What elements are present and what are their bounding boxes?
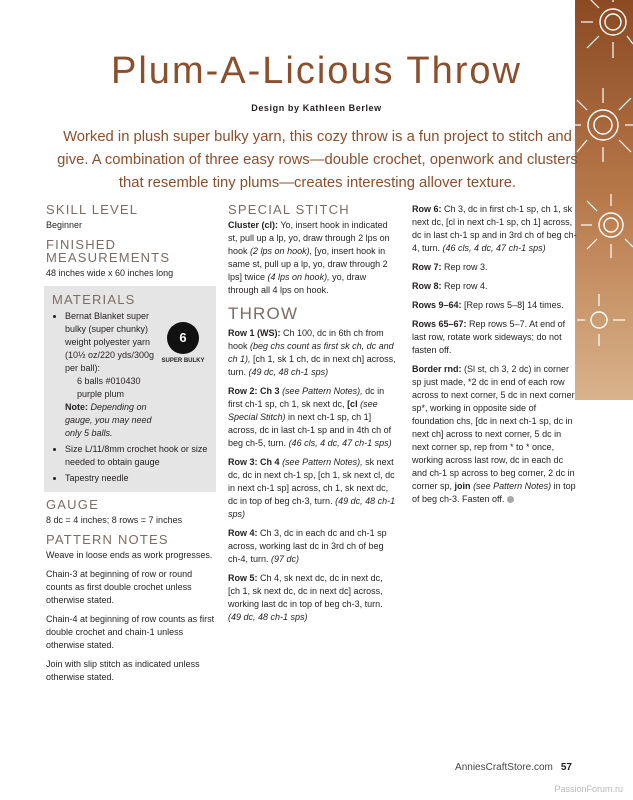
stitch-name: Cluster (cl):: [228, 220, 279, 230]
row-instruction: [228, 385, 396, 450]
row-instruction: [412, 318, 580, 357]
watermark: PassionForum.ru: [554, 784, 623, 794]
skill-level-text: Beginner: [46, 220, 83, 230]
row-label: Rows 65–67:: [412, 319, 467, 329]
row-text: Rep row 4.: [444, 281, 488, 291]
row-label: Row 6:: [412, 204, 442, 214]
row-instruction: [412, 299, 580, 312]
row-text: [Rep rows 5–8] 14 times.: [464, 300, 564, 310]
skill-level-heading: SKILL LEVEL: [46, 202, 139, 217]
row-count: (97 dc): [271, 554, 300, 564]
row-label: Row 4:: [228, 528, 258, 538]
page-title: Plum-A-Licious Throw: [111, 50, 522, 92]
row-label: Border rnd:: [412, 364, 462, 374]
note-label: Note:: [65, 402, 88, 412]
row-count: (46 cls, 4 dc, 47 ch-1 sps): [288, 438, 392, 448]
gauge-text: 8 dc = 4 inches; 8 rows = 7 inches: [46, 515, 183, 525]
stitch-step: [yo, insert hook in same st, pull up a lp, yo, draw through 2 lps] twice: [228, 246, 388, 282]
row-count: (49 dc, 48 ch-1 sps): [228, 612, 308, 622]
row-text: [cl: [347, 399, 358, 409]
materials-box: [44, 286, 216, 492]
row-count: (49 dc, 48 ch-1 sps): [248, 367, 329, 377]
finished-measurements-text: 48 inches wide x 60 inches long: [46, 268, 174, 278]
stitch-step: Yo, insert hook in indicated st, pull up a lp, yo, draw through 2 lps on hook: [228, 220, 390, 256]
row-text: Rep rows 5–7. At end of last row, rotate work sideways; do not fasten off.: [412, 319, 566, 355]
yarn-description: Bernat Blanket super bulky (super chunky) weight polyester yarn (10½ oz/220 yds/300g per ball):: [65, 311, 155, 373]
row-text: Ch 100, dc in 6th ch from hook: [228, 328, 384, 351]
column-right: [412, 203, 580, 512]
row-instruction: [412, 261, 580, 274]
row-note: (see Pattern Notes): [473, 481, 552, 491]
row-note: (see Pattern Notes),: [282, 457, 363, 467]
designer-byline: Design by Kathleen Berlew: [251, 103, 382, 113]
throw-heading: THROW: [228, 304, 299, 323]
row-note: (beg chs count as first sk ch, dc and ch 1),: [228, 341, 394, 364]
end-bullet-icon: [507, 496, 514, 503]
pattern-note: Join with slip stitch as indicated unless otherwise stated.: [46, 659, 200, 682]
row-text: dc in first ch-1 sp, ch 1, sk next dc,: [228, 386, 385, 409]
note-text: Depending on gauge, you may need only 5 balls.: [65, 402, 152, 438]
intro-paragraph: Worked in plush super bulky yarn, this cozy throw is a fun project to stitch and give. A combination of three easy rows—double crochet, openwork and clusters that resemble tiny plums—creates interesting allover texture.: [57, 129, 578, 191]
row-count: (49 dc, 48 ch-1 sps): [228, 496, 396, 519]
stitch-note: (2 lps on hook),: [250, 246, 313, 256]
row-instruction: [228, 527, 396, 566]
special-stitch-text: [228, 219, 396, 297]
footer: [455, 762, 572, 773]
pattern-note: Chain-3 at beginning of row or round counts as first double crochet unless otherwise stated.: [46, 569, 193, 605]
materials-heading: MATERIALS: [52, 292, 136, 307]
pattern-note: Chain-4 at beginning of row counts as first double crochet and chain-1 unless otherwise stated.: [46, 614, 215, 650]
row-instruction: [228, 456, 396, 521]
row-text: [ch 1, sk 1 ch, dc in next ch] across, turn.: [228, 354, 396, 377]
row-label: Row 7:: [412, 262, 442, 272]
border-instruction: [412, 363, 580, 506]
row-text: Ch 3, dc in first ch-1 sp, ch 1, sk next dc, [cl in next ch-1 sp, ch 1] across, dc in last ch-1 sp and in 3rd ch of beg ch-4, turn.: [412, 204, 577, 253]
row-text: join: [454, 481, 471, 491]
row-label: Row 1 (WS):: [228, 328, 281, 338]
row-note: (see Special Stitch): [228, 399, 378, 422]
yarn-weight-badge: [160, 322, 206, 368]
row-text: in next ch-1 sp, ch 1] across, dc in last ch-1 sp and in 4th ch of beg ch-5, turn.: [228, 412, 392, 448]
row-label: Rows 9–64:: [412, 300, 462, 310]
list-item: • Size L/11/8mm crochet hook or size needed to obtain gauge: [65, 443, 210, 469]
finished-measurements-heading: FINISHED MEASUREMENTS: [46, 237, 171, 265]
row-instruction: [228, 327, 396, 379]
row-instruction: [228, 572, 396, 624]
column-middle: [228, 203, 396, 630]
page-number: 57: [560, 762, 572, 773]
row-text: in top of beg ch-3. Fasten off.: [412, 481, 576, 504]
row-text: Ch 3: [260, 386, 280, 396]
gauge-heading: GAUGE: [46, 497, 99, 512]
row-text: (Sl st, ch 3, 2 dc) in corner sp just made, *2 dc in end of each row across to next corner, 5 dc in next corner sp*, working in opposite side of foundation chs, [dc in next ch-1 sp, dc in next ch] across to next corner, 5 dc in next corner sp, rep from * to * once, working across last row, dc in each dc and ch-1 sp across to beg corner, 2 dc in corner sp,: [412, 364, 575, 491]
row-label: Row 8:: [412, 281, 442, 291]
list-item: • Tapestry needle: [65, 472, 210, 485]
row-count: (46 cls, 4 dc, 47 ch-1 sps): [442, 243, 546, 253]
footer-site[interactable]: AnniesCraftStore.com: [455, 762, 553, 773]
row-instruction: [412, 203, 580, 255]
yarn-ball-icon: 6: [167, 322, 199, 354]
pattern-note: Weave in loose ends as work progresses.: [46, 550, 213, 560]
row-text: Ch 3, dc in each dc and ch-1 sp across, working last dc in 3rd ch of beg ch-4, turn.: [228, 528, 387, 564]
yarn-amount: 6 balls #010430 purple plum: [77, 376, 141, 399]
row-text: Ch 4: [260, 457, 280, 467]
row-text: Ch 4, sk next dc, dc in next dc, [ch 1, sk next dc, dc in next dc] across, working last dc in top of beg ch-3, turn.: [228, 573, 383, 609]
yarn-weight-label: SUPER BULKY: [161, 358, 205, 364]
row-label: Row 2:: [228, 386, 258, 396]
special-stitch-heading: SPECIAL STITCH: [228, 202, 350, 217]
decorative-sunburst-border: [575, 0, 633, 800]
stitch-note: (4 lps on hook),: [267, 272, 330, 282]
column-left: [46, 203, 216, 690]
row-text: sk next dc, dc in next ch-1 sp, [ch 1, sk next cl, dc in next ch-1 sp] across, ch 1, sk next dc, dc in top of beg ch-3, turn.: [228, 457, 395, 506]
row-label: Row 3:: [228, 457, 258, 467]
row-instruction: [412, 280, 580, 293]
row-text: Rep row 3.: [444, 262, 488, 272]
row-label: Row 5:: [228, 573, 258, 583]
stitch-step: yo, draw through all 4 lps on hook.: [228, 272, 367, 295]
pattern-notes-heading: PATTERN NOTES: [46, 532, 169, 547]
row-note: (see Pattern Notes),: [282, 386, 363, 396]
